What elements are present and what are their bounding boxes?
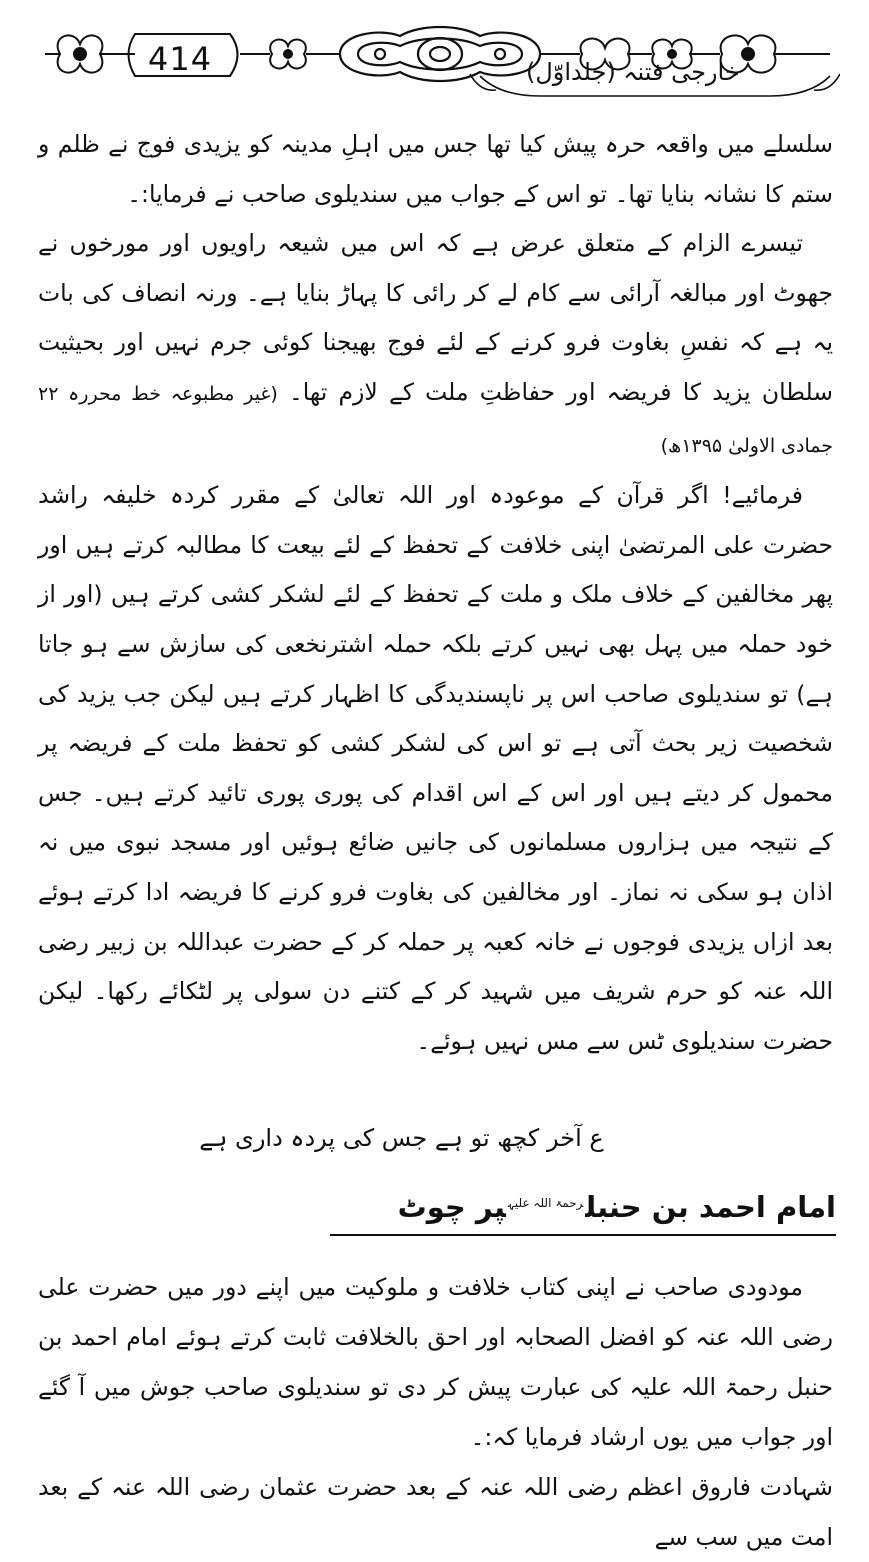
verse-mark: ع — [589, 1124, 604, 1152]
quote-paragraph — [38, 219, 833, 471]
paragraph: سلسلے میں واقعہ حرہ پیش کیا تھا جس میں اہلِ مدینہ کو یزیدی فوج نے ظلم و ستم کا نشانہ بنایا تھا۔ تو اس کے جواب میں سندیلوی صاحب نے فرمایا:۔ — [38, 130, 833, 208]
quote-text: تیسرے الزام کے متعلق عرض ہے کہ اس میں شیعہ راویوں اور مورخوں نے جھوٹ اور مبالغہ آرائی سے کام لے کر رائی کا پہاڑ بنایا ہے۔ ورنہ انصاف کی بات یہ ہے کہ نفسِ بغاوت فرو کرنے کے لئے فوج بھیجنا کوئی جرم نہیں اور بحیثیت سلطان یزید کا فریضہ اور حفاظتِ ملت کے لازم تھا۔ — [38, 229, 833, 406]
paragraph: فرمائیے! اگر قرآن کے موعودہ اور اللہ تعالیٰ کے مقرر کردہ خلیفہ راشد حضرت علی المرتضیٰ اپنی خلافت کے تحفظ کے لئے بیعت کا مطالبہ کرتے ہیں اور پھر مخالفین کے خلاف ملک و ملت کے تحفظ کے لئے لشکر کشی کرتے ہیں (اور از خود حملہ میں پہل بھی نہیں کرتے بلکہ حملہ اشترنخعی کی سازش سے ہو جاتا ہے) تو سندیلوی صاحب اس پر ناپسندیدگی کا اظہار کرتے ہیں لیکن جب یزید کی شخصیت زیر بحث آتی ہے تو اس کی لشکر کشی کو تحفظ ملت کے فریضہ پر محمول کر دیتے ہیں اور اس کے اس اقدام کی پوری پوری تائید کرتے ہیں۔ جس کے نتیجہ میں ہزاروں مسلمانوں کی جانیں ضائع ہوئیں اور مسجد نبوی میں نہ اذان ہو سکی نہ نماز۔ اور مخالفین کی بغاوت فرو کرنے کا فریضہ ادا کرتے ہوئے بعد ازاں یزیدی فوجوں نے خانہ کعبہ پر حملہ کر کے حضرت عبداللہ بن زبیر رضی اللہ عنہ کو حرم شریف میں شہید کر کے کتنے دن سولی پر لٹکائے رکھا۔ لیکن حضرت سندیلوی ٹس سے مس نہیں ہوئے۔ — [38, 481, 833, 1055]
section-text — [38, 1262, 833, 1562]
heading-text-part1: امام احمد بن حنبل — [585, 1190, 836, 1224]
poetry-line — [38, 1124, 833, 1152]
verse-text: آخر کچھ تو ہے جس کی پردہ داری ہے — [199, 1124, 582, 1152]
honorific-mark: رحمۃ اللہ علیہ — [507, 1196, 584, 1210]
section-heading-wrap — [330, 1190, 836, 1236]
paragraph: مودودی صاحب نے اپنی کتاب خلافت و ملوکیت میں اپنے دور میں حضرت علی رضی اللہ عنہ کو افضل الصحابہ اور احق بالخلافت ثابت کرتے ہوئے امام احمد بن حنبل رحمۃ اللہ علیہ کی عبارت پیش کر دی تو سندیلوی صاحب جوش میں آ گئے اور جواب میں یوں ارشاد فرمایا کہ:۔ — [38, 1273, 833, 1451]
section-heading — [330, 1190, 836, 1236]
paragraph: شہادت فاروق اعظم رضی اللہ عنہ کے بعد حضرت عثمان رضی اللہ عنہ کے بعد امت میں سب سے — [38, 1473, 833, 1551]
citation-note: (غیر مطبوعہ خط محررہ ۲۲ جمادی الاولیٰ ۱۳۹۵ھ) — [38, 382, 833, 457]
main-text — [38, 120, 833, 1066]
running-title: خارجی فتنہ (جلداوّل) — [526, 58, 740, 86]
heading-text-part2: پر چوٹ — [397, 1190, 506, 1224]
page-number: 414 — [148, 40, 213, 78]
page-header — [40, 14, 840, 110]
